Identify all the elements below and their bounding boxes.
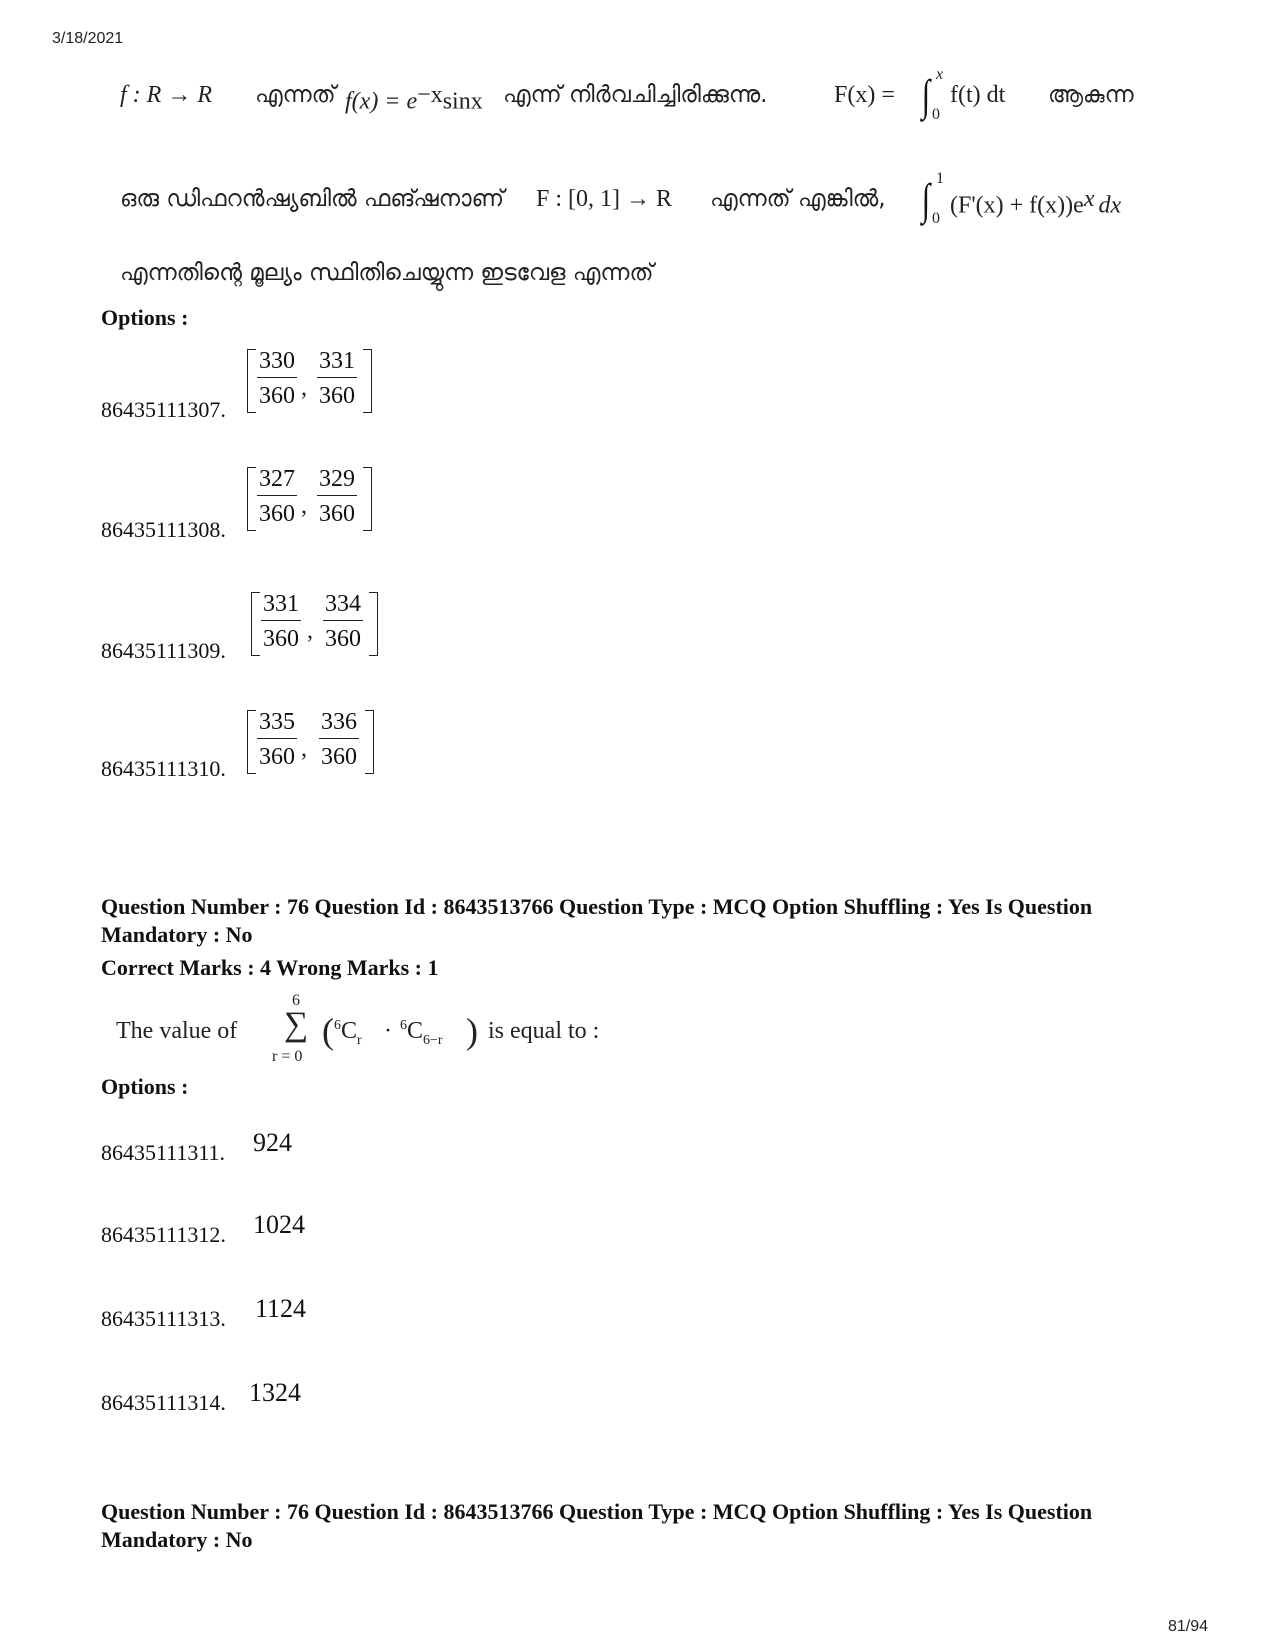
print-date: 3/18/2021 [52, 30, 124, 47]
option-id: 86435111313. [101, 1306, 226, 1331]
question-suffix: is equal to : [488, 1018, 600, 1044]
close-paren: ) [466, 1011, 478, 1051]
function-map: f : R → R [120, 82, 212, 108]
numerator: 327 [257, 467, 297, 496]
option-value: 924 [253, 1128, 292, 1157]
denominator: 360 [325, 626, 361, 652]
fraction-b [317, 467, 357, 526]
denominator: 360 [321, 744, 357, 770]
open-paren: ( [322, 1011, 334, 1051]
right-bracket [365, 710, 374, 774]
left-bracket [247, 710, 256, 774]
term-a-sub: r [357, 1032, 362, 1048]
fraction-a [261, 592, 301, 651]
option-value: 1024 [253, 1210, 305, 1239]
denominator: 360 [259, 383, 295, 409]
integrand [950, 186, 1121, 219]
malayalam-text: ആകുന്ന [1048, 82, 1134, 108]
denominator: 360 [259, 744, 295, 770]
option-2[interactable] [101, 463, 401, 553]
fraction-b [323, 592, 363, 651]
left-bracket [247, 349, 256, 413]
sigma-symbol: ∑ [284, 1006, 309, 1043]
right-bracket [363, 349, 372, 413]
right-bracket [363, 467, 372, 531]
question-text [116, 992, 676, 1072]
denominator: 360 [319, 383, 355, 409]
fraction-b [317, 349, 357, 408]
option-id: 86435111314. [101, 1390, 226, 1415]
integrand: f(t) dt [950, 82, 1006, 108]
denominator: 360 [259, 501, 295, 527]
option-id: 86435111309. [101, 638, 226, 663]
term-b [400, 1018, 443, 1049]
left-bracket [251, 592, 260, 656]
options-label: Options : [101, 1074, 189, 1099]
denominator: 360 [263, 626, 299, 652]
option-value: 1324 [249, 1378, 301, 1407]
options-label: Options : [101, 305, 189, 330]
option-1[interactable] [101, 345, 401, 435]
option-3[interactable] [101, 588, 401, 678]
malayalam-text: എന്ന് നിർവചിച്ചിരിക്കുന്നു. [503, 82, 768, 108]
integral-upper-limit: x [936, 66, 944, 83]
question-prefix: The value of [116, 1018, 238, 1044]
integral-sign: ∫ [921, 71, 931, 120]
fraction-a [257, 349, 297, 408]
sinx: sinx [442, 88, 483, 115]
numerator: 330 [257, 349, 297, 378]
option-3[interactable] [101, 1294, 361, 1334]
fraction-a [257, 467, 297, 526]
option-id: 86435111311. [101, 1140, 226, 1165]
option-1[interactable] [101, 1128, 361, 1168]
malayalam-text: എന്നത് എങ്കിൽ, [710, 186, 886, 212]
integral-sign: ∫ [921, 175, 931, 224]
option-id: 86435111307. [101, 397, 226, 422]
term-a-sup: 6 [334, 1018, 341, 1033]
F-map: F : [0, 1] → R [536, 186, 673, 212]
term-a [334, 1018, 362, 1049]
option-2[interactable] [101, 1210, 361, 1250]
comma: , [307, 618, 313, 644]
term-a-base: C [341, 1018, 358, 1044]
numerator: 329 [317, 467, 357, 496]
left-bracket [247, 467, 256, 531]
option-value: 1124 [255, 1294, 307, 1323]
right-bracket [369, 592, 378, 656]
numerator: 334 [323, 592, 363, 621]
question-meta: Question Number : 76 Question Id : 8643513766 Question Type : MCQ Option Shuffling : Yes Is Question Mandatory : No [101, 1499, 1093, 1552]
option-id: 86435111308. [101, 517, 226, 542]
q75-line-3: എന്നതിന്റെ മൂല്യം സ്ഥിതിചെയ്യുന്ന ഇടവേള എന്നത് [120, 260, 654, 286]
function-definition [345, 82, 483, 115]
option-id: 86435111312. [101, 1222, 226, 1247]
numerator: 331 [317, 349, 357, 378]
integral-upper-limit: 1 [936, 170, 944, 187]
page-number: 81/94 [1168, 1618, 1209, 1635]
option-id: 86435111310. [101, 756, 226, 781]
option-4[interactable] [101, 706, 401, 796]
denominator: 360 [319, 501, 355, 527]
term-b-base: C [407, 1018, 424, 1044]
term-b-sup: 6 [400, 1018, 407, 1033]
option-4[interactable] [101, 1378, 361, 1418]
integral-lower-limit: 0 [932, 210, 940, 227]
question-meta: Question Number : 76 Question Id : 8643513766 Question Type : MCQ Option Shuffling : Yes Is Question Mandatory : No [101, 894, 1093, 947]
numerator: 335 [257, 710, 297, 739]
fraction-b [319, 710, 359, 769]
F-definition: F(x) = [834, 82, 895, 108]
differential: dx [1098, 192, 1122, 219]
comma: , [301, 375, 307, 401]
integrand-expression: (F'(x) + f(x))e [950, 192, 1084, 219]
def-expression: f(x) = e [345, 88, 418, 115]
exponent: −x [417, 82, 443, 108]
numerator: 336 [319, 710, 359, 739]
comma: , [301, 736, 307, 762]
numerator: 331 [261, 592, 301, 621]
comma: , [301, 493, 307, 519]
multiply-dot: · [384, 1018, 392, 1044]
malayalam-text: എന്നത് [255, 82, 336, 108]
sum-lower-limit: r = 0 [272, 1048, 303, 1065]
malayalam-text: ഒരു ഡിഫറൻഷ്യബിൽ ഫങ്ഷനാണ് [120, 186, 505, 212]
sum-upper-limit: 6 [292, 992, 300, 1009]
fraction-a [257, 710, 297, 769]
exponent: x [1083, 186, 1095, 212]
integral-lower-limit: 0 [932, 106, 940, 123]
marks-info: Correct Marks : 4 Wrong Marks : 1 [101, 955, 439, 980]
term-b-sub: 6−r [423, 1032, 443, 1048]
